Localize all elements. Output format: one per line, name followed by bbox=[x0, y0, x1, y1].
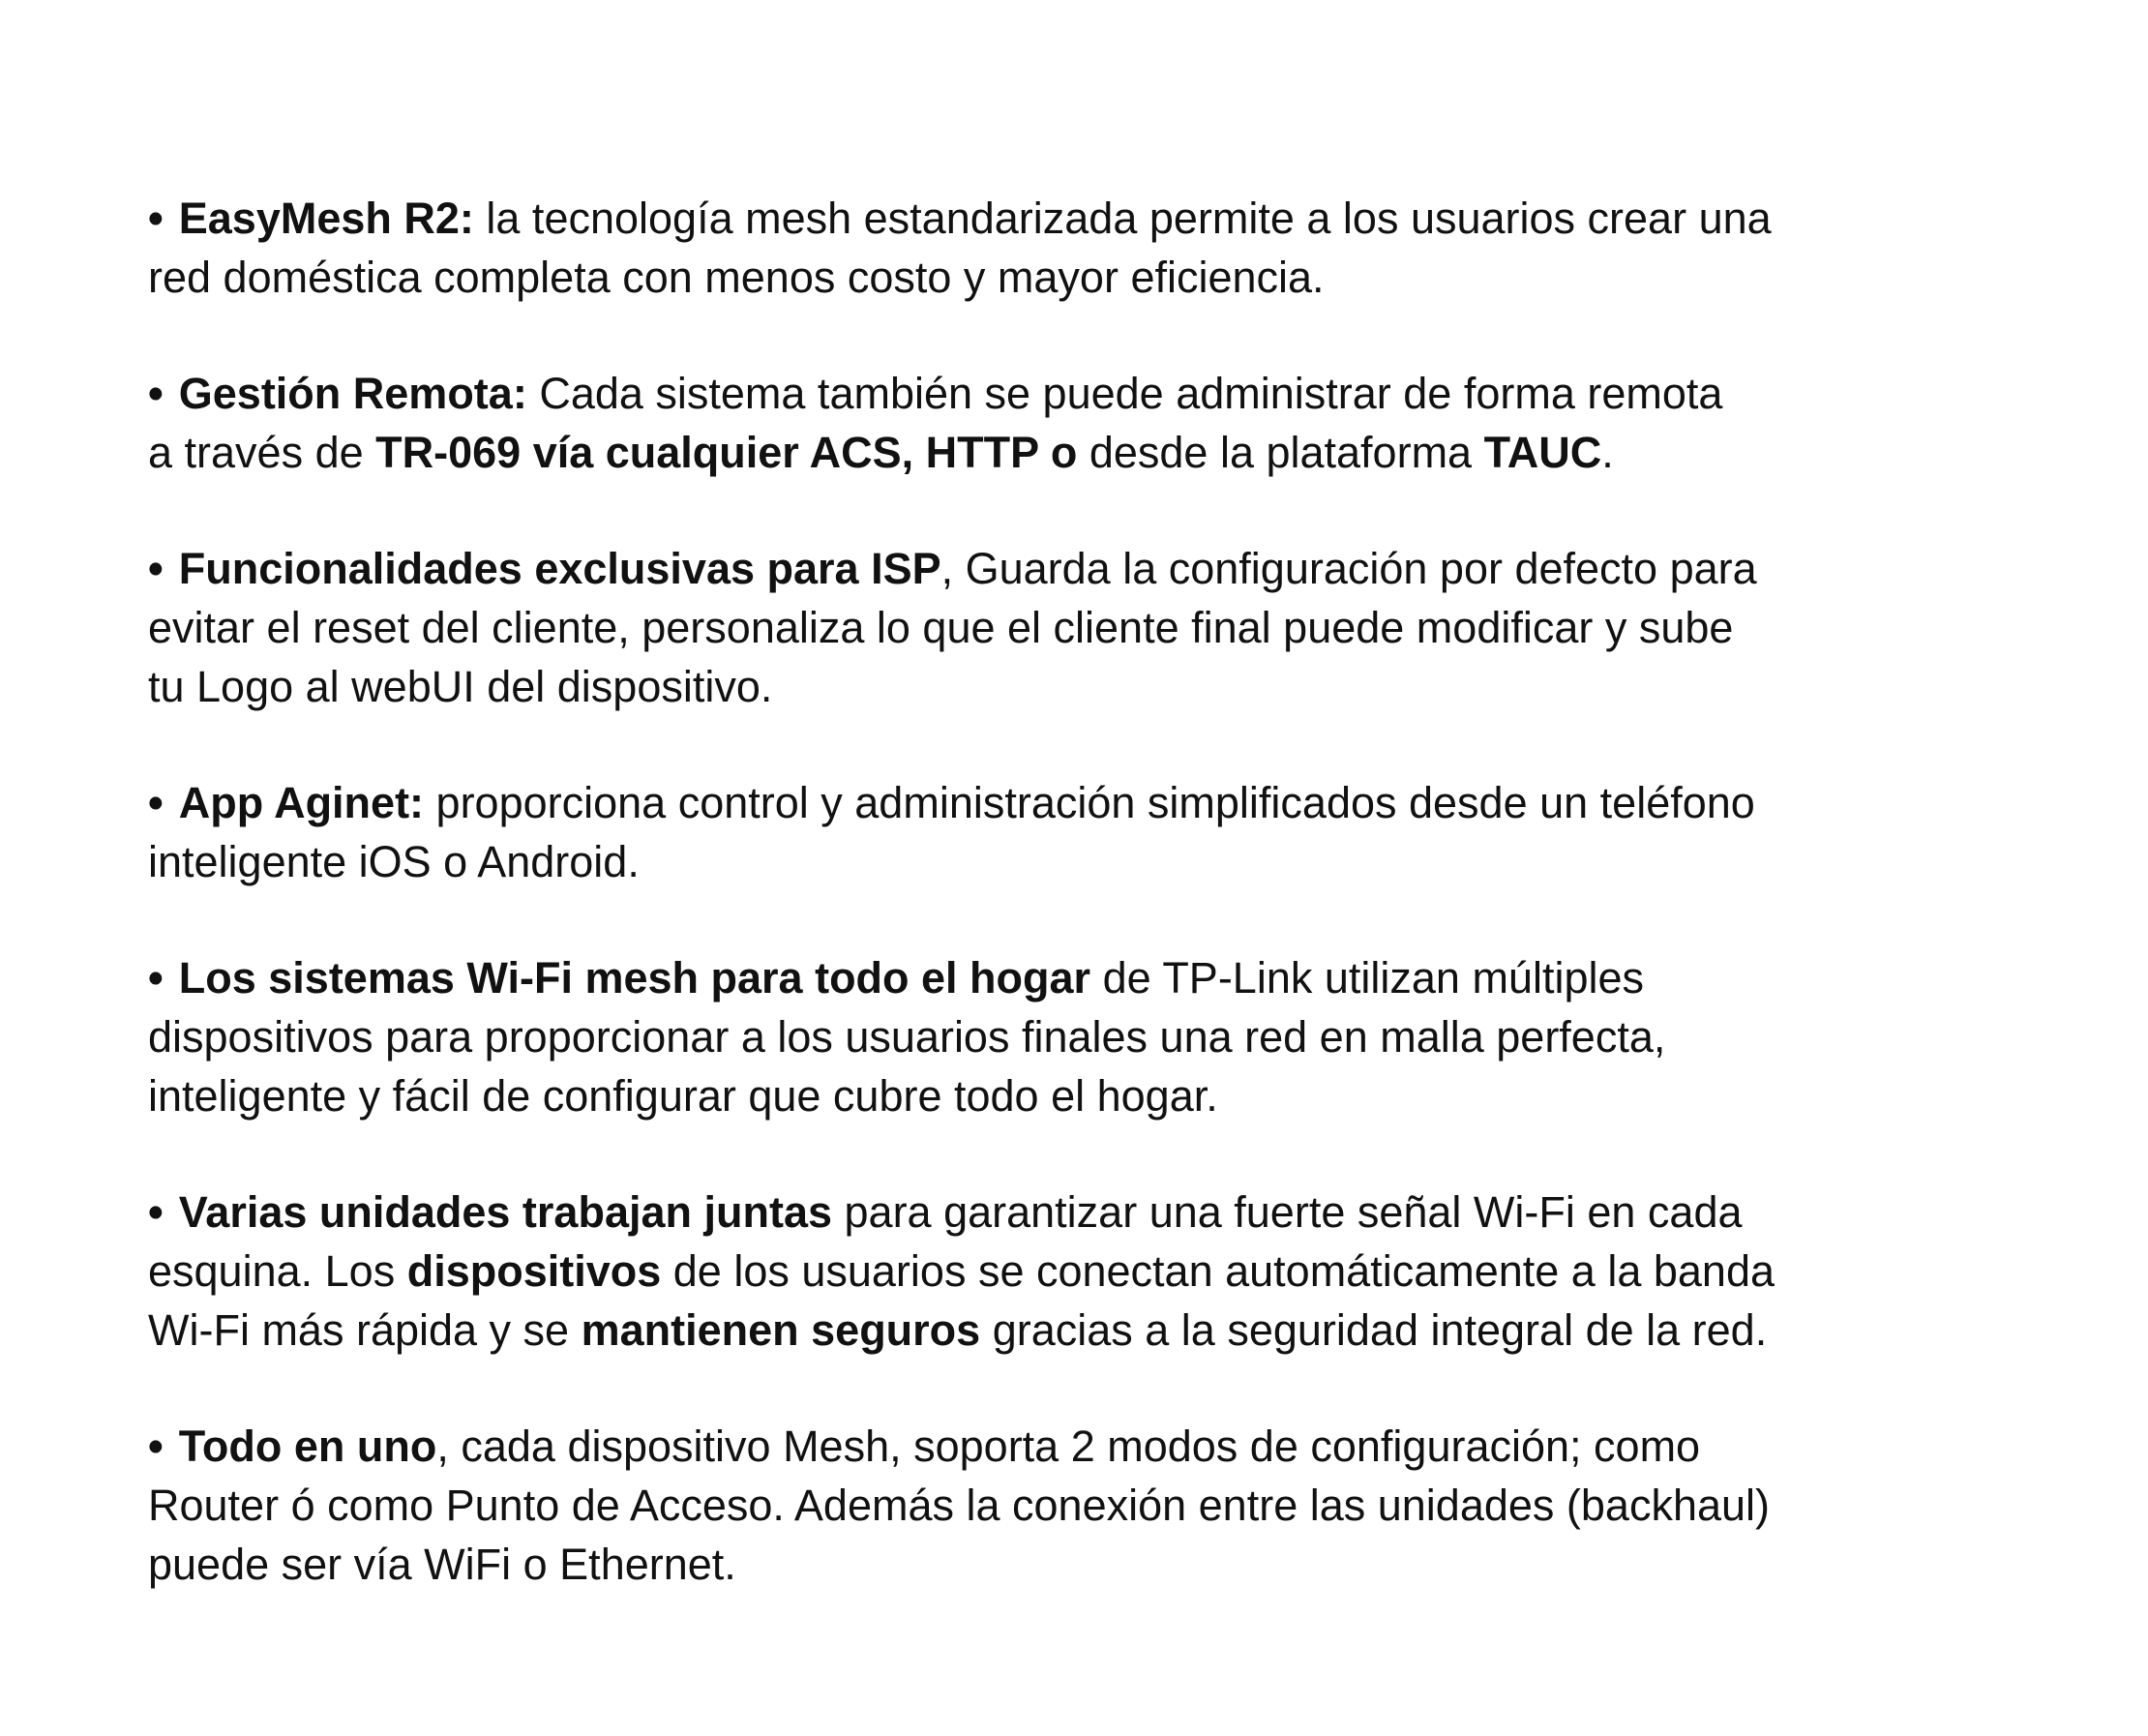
feature-text: de los usuarios se conectan automáticamente a la banda bbox=[661, 1246, 1775, 1296]
bullet-marker: • bbox=[148, 953, 164, 1003]
bullet-marker: • bbox=[148, 778, 164, 827]
feature-line bbox=[148, 189, 2025, 248]
feature-line bbox=[148, 1182, 2025, 1242]
feature-text: gracias a la seguridad integral de la red. bbox=[980, 1305, 1768, 1355]
feature-item bbox=[148, 773, 2025, 891]
feature-line bbox=[148, 1535, 2025, 1594]
feature-bold-text: App Aginet: bbox=[178, 778, 425, 827]
feature-text: inteligente iOS o Android. bbox=[148, 837, 640, 886]
feature-line bbox=[148, 1417, 2025, 1476]
feature-text: la tecnología mesh estandarizada permite a los usuarios crear una bbox=[473, 194, 1772, 243]
feature-line bbox=[148, 948, 2025, 1007]
feature-text: desde la plataforma bbox=[1077, 428, 1484, 477]
feature-item bbox=[148, 1182, 2025, 1360]
feature-item bbox=[148, 189, 2025, 307]
feature-line bbox=[148, 657, 2025, 716]
feature-text: , cada dispositivo Mesh, soporta 2 modos de configuración; como bbox=[436, 1422, 1701, 1471]
feature-text: puede ser vía WiFi o Ethernet. bbox=[148, 1540, 736, 1589]
feature-line bbox=[148, 364, 2025, 423]
feature-text: Cada sistema también se puede administrar de forma remota bbox=[526, 369, 1723, 418]
feature-text: tu Logo al webUI del dispositivo. bbox=[148, 662, 773, 711]
feature-item bbox=[148, 539, 2025, 716]
feature-text: inteligente y fácil de configurar que cubre todo el hogar. bbox=[148, 1071, 1218, 1121]
bullet-marker: • bbox=[148, 1422, 164, 1471]
bullet-marker: • bbox=[148, 544, 164, 593]
feature-bold-text: Todo en uno bbox=[178, 1422, 437, 1471]
feature-bold-text: TR-069 vía cualquier ACS, HTTP o bbox=[375, 428, 1078, 477]
feature-bold-text: EasyMesh R2: bbox=[178, 194, 474, 243]
feature-line bbox=[148, 598, 2025, 657]
feature-bold-text: mantienen seguros bbox=[581, 1305, 981, 1355]
feature-text: , Guarda la configuración por defecto para bbox=[940, 544, 1757, 593]
feature-line bbox=[148, 1007, 2025, 1066]
bullet-marker: • bbox=[148, 194, 164, 243]
feature-bold-text: TAUC bbox=[1483, 428, 1602, 477]
feature-text: para garantizar una fuerte señal Wi-Fi en cada bbox=[832, 1187, 1743, 1237]
feature-line bbox=[148, 773, 2025, 832]
feature-item bbox=[148, 364, 2025, 482]
feature-text: dispositivos para proporcionar a los usuarios finales una red en malla perfecta, bbox=[148, 1012, 1666, 1062]
bullet-marker: • bbox=[148, 1187, 164, 1237]
feature-list bbox=[148, 189, 2025, 1651]
feature-line bbox=[148, 248, 2025, 307]
feature-item bbox=[148, 948, 2025, 1125]
bullet-marker: • bbox=[148, 369, 164, 418]
feature-text: . bbox=[1601, 428, 1614, 477]
feature-bold-text: Varias unidades trabajan juntas bbox=[178, 1187, 833, 1237]
feature-text: Wi-Fi más rápida y se bbox=[148, 1305, 582, 1355]
feature-text: proporciona control y administración simplificados desde un teléfono bbox=[424, 778, 1755, 827]
feature-text: de TP-Link utilizan múltiples bbox=[1090, 953, 1645, 1003]
feature-item bbox=[148, 1417, 2025, 1594]
feature-text: esquina. Los bbox=[148, 1246, 407, 1296]
feature-text: a través de bbox=[148, 428, 376, 477]
feature-text: red doméstica completa con menos costo y mayor eficiencia. bbox=[148, 253, 1325, 302]
feature-line bbox=[148, 1301, 2025, 1360]
feature-bold-text: Gestión Remota: bbox=[178, 369, 527, 418]
feature-bold-text: Funcionalidades exclusivas para ISP bbox=[178, 544, 941, 593]
feature-bold-text: dispositivos bbox=[406, 1246, 662, 1296]
feature-line bbox=[148, 1066, 2025, 1125]
feature-text: evitar el reset del cliente, personaliza lo que el cliente final puede modificar y sube bbox=[148, 603, 1734, 652]
feature-line bbox=[148, 832, 2025, 891]
feature-line bbox=[148, 539, 2025, 598]
feature-bold-text: Los sistemas Wi-Fi mesh para todo el hogar bbox=[178, 953, 1091, 1003]
feature-line bbox=[148, 423, 2025, 482]
feature-line bbox=[148, 1242, 2025, 1301]
feature-text: Router ó como Punto de Acceso. Además la conexión entre las unidades (backhaul) bbox=[148, 1481, 1771, 1530]
feature-line bbox=[148, 1476, 2025, 1535]
